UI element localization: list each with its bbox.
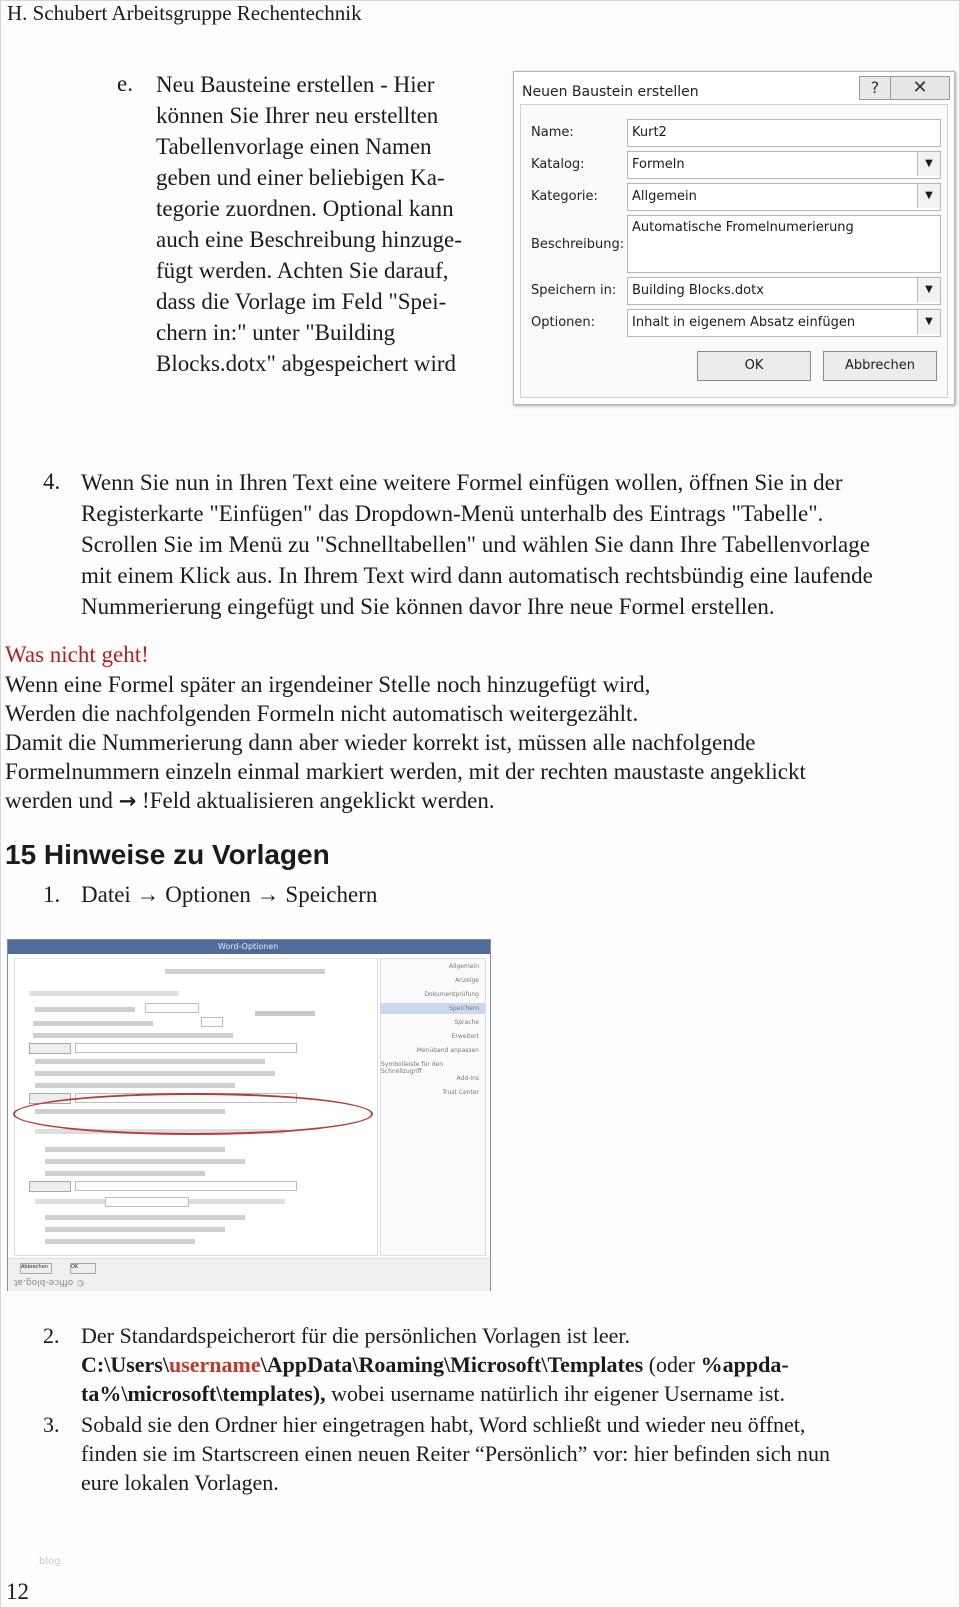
text-line: Werden die nachfolgenden Formeln nicht automatisch weitergezählt. — [5, 701, 639, 726]
list-marker: 3. — [43, 1412, 60, 1437]
faint-watermark: blog — [39, 1556, 61, 1567]
chevron-down-icon[interactable]: ▼ — [917, 310, 940, 334]
text-line: Damit die Nummerierung dann aber wieder korrekt ist, müssen alle nachfolgende — [5, 730, 756, 755]
page-number: 12 — [6, 1579, 29, 1604]
path-text: \AppData\Roaming\Microsoft\Templates — [260, 1352, 644, 1377]
katalog-value: Formeln — [632, 157, 685, 172]
optionen-value: Inhalt in eigenem Absatz einfügen — [632, 315, 856, 330]
text-fragment: werden und — [5, 788, 119, 813]
text-line: Registerkarte "Einfügen" das Dropdown-Menü unterhalb des Eintrags "Tabelle". — [81, 501, 824, 526]
text-line: Neu Bausteine erstellen - Hier — [156, 72, 435, 97]
screenshot-footer — [8, 1258, 490, 1291]
highlight-ellipse — [13, 1093, 373, 1135]
beschreibung-textarea[interactable] — [627, 215, 941, 273]
text-line — [5, 786, 945, 816]
text-fragment: wobei username natürlich ihr eigener Username ist. — [325, 1381, 785, 1406]
step-1 — [43, 882, 378, 908]
chevron-down-icon[interactable]: ▼ — [917, 278, 940, 302]
sidebar-item: Symbolleiste für den Schnellzugriff — [381, 1061, 444, 1075]
text-line: Tabellenvorlage einen Namen — [156, 134, 432, 159]
step-1-text: Datei → Optionen → Speichern — [81, 882, 378, 907]
text-line: dass die Vorlage im Feld "Spei- — [156, 289, 447, 314]
sidebar-item: Erweitert — [451, 1033, 479, 1040]
kategorie-select[interactable] — [627, 183, 941, 211]
ok-button[interactable]: OK — [697, 351, 811, 381]
chevron-down-icon[interactable]: ▼ — [917, 152, 940, 176]
warning-paragraph — [5, 670, 945, 816]
dialog-body — [520, 104, 948, 398]
text-line: Scrollen Sie im Menü zu "Schnelltabellen" und wählen Sie dann Ihre Tabellenvorlage — [81, 532, 870, 557]
sidebar-item: Sprache — [454, 1019, 479, 1026]
text-line: Sobald sie den Ordner hier eingetragen habt, Word schließt und wieder neu öffnet, — [81, 1412, 806, 1437]
text-line: Formelnummern einzeln einmal markiert werden, mit der rechten maustaste angeklickt — [5, 759, 806, 784]
page-header: H. Schubert Arbeitsgruppe Rechentechnik — [7, 1, 362, 25]
name-value: Kurt2 — [632, 125, 667, 140]
section-heading: 15 Hinweise zu Vorlagen — [5, 839, 330, 870]
text-line: Wenn Sie nun in Ihren Text eine weitere Formel einfügen wollen, öffnen Sie in der — [81, 470, 843, 495]
step-3-body — [81, 1410, 953, 1497]
screenshot-cancel-button: Abbrechen — [20, 1263, 52, 1274]
path-username: username — [168, 1352, 261, 1377]
sidebar-item: Add-Ins — [456, 1075, 479, 1082]
screenshot-titlebar — [8, 940, 490, 954]
list-marker-4: 4. — [43, 469, 61, 494]
kategorie-label: Kategorie: — [531, 189, 598, 204]
speichern-value: Building Blocks.dotx — [632, 283, 764, 298]
text-line: chern in:" unter "Building — [156, 320, 396, 345]
optionen-label: Optionen: — [531, 315, 596, 330]
arrow-right-icon: → — [118, 789, 137, 813]
sidebar-item: Allgemein — [449, 963, 479, 970]
cancel-button[interactable]: Abbrechen — [823, 351, 937, 381]
text-line: Wenn eine Formel später an irgendeiner Stelle noch hinzugefügt wird, — [5, 672, 651, 697]
text-fragment: !Feld aktualisieren angeklickt werden. — [136, 788, 495, 813]
name-label: Name: — [531, 125, 574, 140]
screenshot-sidebar — [380, 958, 486, 1256]
sidebar-item: Menüband anpassen — [416, 1047, 479, 1054]
text-line: auch eine Beschreibung hinzuge- — [156, 227, 462, 252]
text-line: Der Standardspeicherort für die persönlichen Vorlagen ist leer. — [81, 1323, 631, 1348]
screenshot-title: Word-Optionen — [218, 942, 279, 951]
list-marker-e: e. — [117, 71, 133, 96]
text-line: eure lokalen Vorlagen. — [81, 1470, 279, 1495]
new-building-block-dialog — [513, 71, 955, 405]
item-4-paragraph — [81, 467, 957, 622]
chevron-down-icon[interactable]: ▼ — [917, 184, 940, 208]
screenshot-ok-button: OK — [70, 1263, 96, 1274]
text-line: Nummerierung eingefügt und Sie können davor Ihre neue Formel erstellen. — [81, 594, 775, 619]
beschreibung-label: Beschreibung: — [531, 237, 625, 252]
text-line: können Sie Ihrer neu erstellten — [156, 103, 439, 128]
katalog-select[interactable] — [627, 151, 941, 179]
help-button[interactable]: ? — [859, 76, 891, 100]
close-button[interactable]: ✕ — [890, 76, 950, 100]
appdata-text: ta%\microsoft\templates), — [81, 1381, 326, 1406]
path-text: C:\Users\ — [81, 1352, 169, 1377]
text-line: Blocks.dotx" abgespeichert wird — [156, 351, 457, 376]
appdata-text: %appda- — [700, 1352, 789, 1377]
sidebar-item: Anzeige — [455, 977, 479, 984]
screenshot-watermark: © office-blog.at — [14, 1277, 86, 1287]
list-marker: 1. — [43, 882, 61, 907]
sidebar-item: Dokumentprüfung — [424, 991, 479, 998]
sidebar-item-selected: Speichern — [449, 1005, 479, 1012]
text-line — [81, 1379, 953, 1408]
item-e-paragraph — [156, 69, 492, 379]
katalog-label: Katalog: — [531, 157, 585, 172]
beschreibung-value: Automatische Fromelnumerierung — [632, 220, 854, 235]
name-input[interactable] — [627, 119, 941, 147]
speichern-label: Speichern in: — [531, 283, 617, 298]
text-line: mit einem Klick aus. In Ihrem Text wird dann automatisch rechtsbündig eine laufende — [81, 563, 873, 588]
dialog-title: Neuen Baustein erstellen — [522, 84, 699, 100]
step-2-body — [81, 1321, 953, 1408]
text-fragment: (oder — [643, 1352, 701, 1377]
text-line: finden sie im Startscreen einen neuen Reiter “Persönlich” vor: hier befinden sich nun — [81, 1441, 830, 1466]
kategorie-value: Allgemein — [632, 189, 697, 204]
sidebar-item: Trust Center — [442, 1089, 479, 1096]
warning-title: Was nicht geht! — [5, 642, 149, 667]
text-line — [81, 1350, 953, 1379]
text-line: fügt werden. Achten Sie darauf, — [156, 258, 449, 283]
optionen-select[interactable] — [627, 309, 941, 337]
text-line: geben und einer beliebigen Ka- — [156, 165, 445, 190]
list-marker: 2. — [43, 1323, 60, 1348]
speichern-select[interactable] — [627, 277, 941, 305]
text-line: tegorie zuordnen. Optional kann — [156, 196, 454, 221]
